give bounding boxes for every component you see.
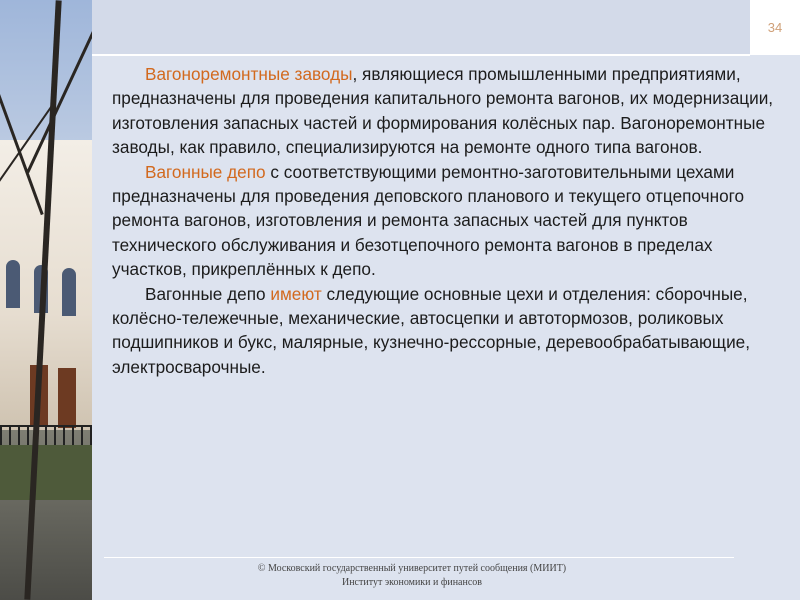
photo-fence [0,425,92,445]
footer [182,562,642,590]
page-number: 34 [750,0,800,55]
photo-door [58,368,76,428]
paragraph-repair-plants [112,62,777,160]
paragraph-depot-shops [112,282,777,380]
footer-divider [104,557,734,558]
background-photo [0,0,92,600]
term-repair-plants: Вагоноремонтные заводы [145,64,353,84]
paragraph-car-depots [112,160,777,282]
paragraph-text: , являющиеся промышленными предприятиями, предназначены для проведения капитального ремонта вагонов, их модернизации, изготовления запасных частей и формирования колёсных пар. Вагоноремонтные заводы, как правило, специализируются на ремонте одного типа вагонов. [112,64,774,158]
paragraph-text: следующие основные цехи и отделения: сборочные, колёсно-тележечные, механические, автосцепки и автотормозов, роликовых подшипников и букс, малярные, кузнечно-рессорные, деревообрабатывающие, электросварочные. [112,283,751,377]
photo-window [62,268,76,316]
photo-window [6,260,20,308]
term-have: имеют [270,283,322,304]
footer-institute: Институт экономики и финансов [341,577,483,588]
slide-header-bar [92,0,800,55]
paragraph-lead: Вагонные депо [145,283,271,304]
term-car-depots: Вагонные депо [145,161,266,182]
footer-university: © Московский государственный университет путей сообщения (МИИТ) [257,563,567,574]
slide-content [112,62,777,379]
header-divider [92,54,750,56]
paragraph-text: с соответствующими ремонтно-заготовительными цехами предназначены для проведения деповского планового и текущего отцепочного ремонта вагонов, изготовления и ремонта запасных частей для пунктов технического обслуживания и безотцепочного ремонта вагонов в пределах участков, прикреплённых к депо. [112,161,745,280]
slide-panel [92,0,800,600]
photo-grass [0,445,92,500]
